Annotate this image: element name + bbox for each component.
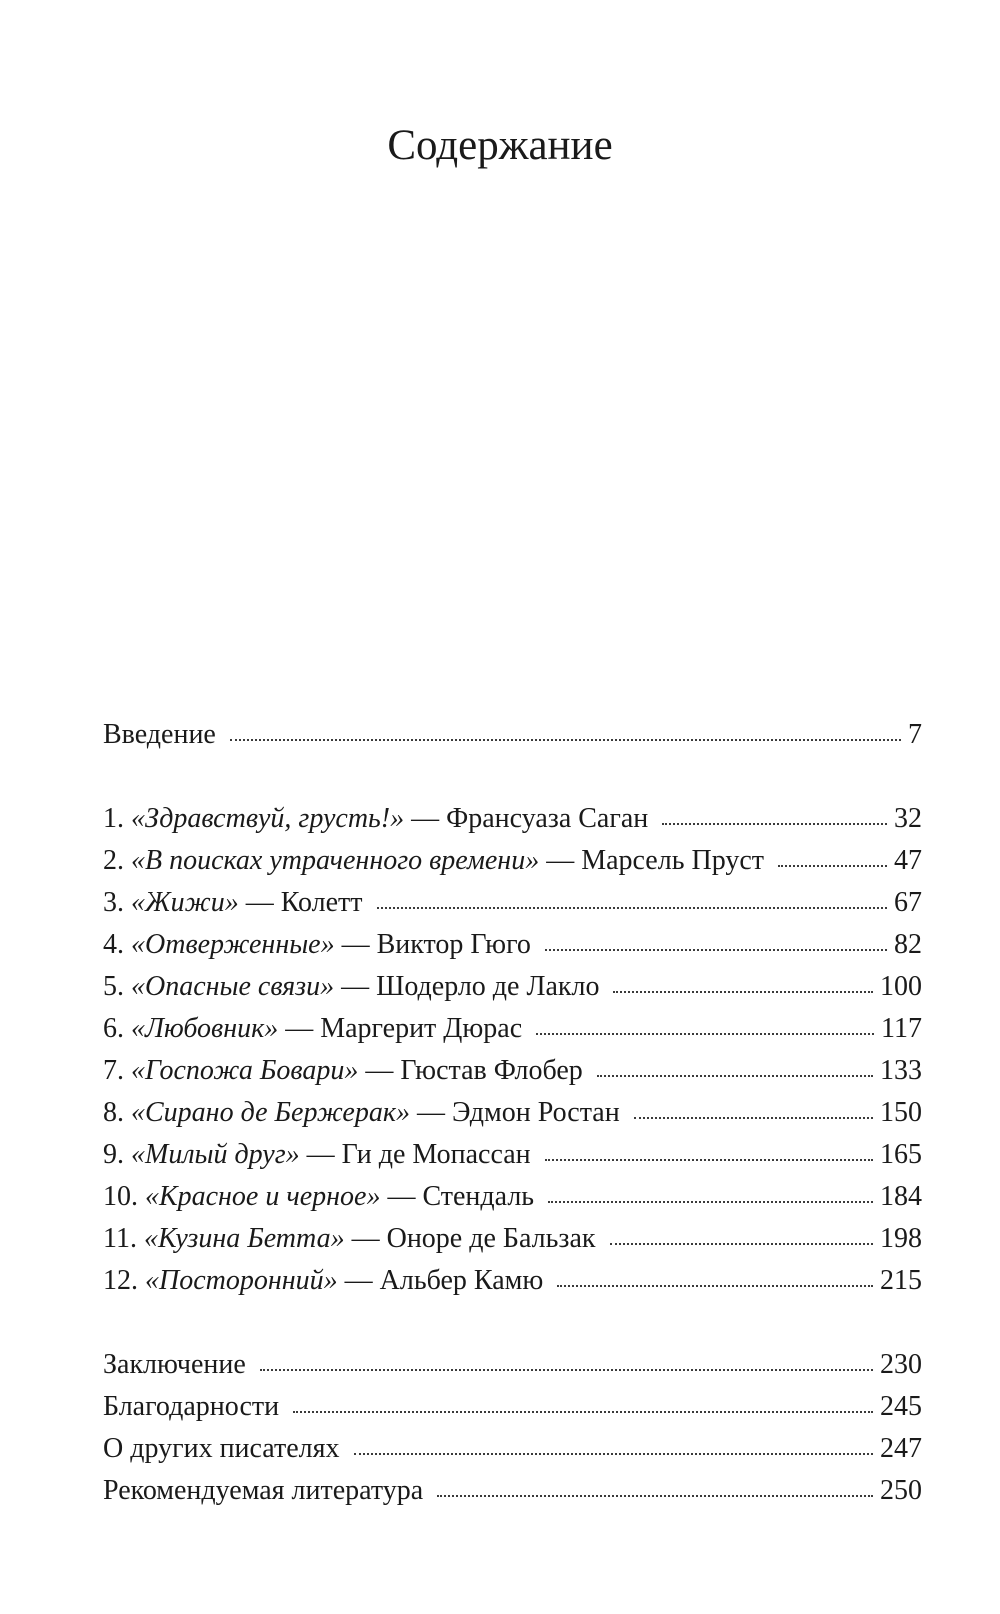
toc-page-number: 150 <box>880 1097 922 1128</box>
work-title: «Опасные связи» <box>131 971 335 1002</box>
toc-page-number: 100 <box>880 971 922 1002</box>
toc-page-number: 245 <box>880 1391 922 1422</box>
author-name: — Оноре де Бальзак <box>351 1223 596 1254</box>
toc-entry-chapter-1 <box>103 797 922 841</box>
chapter-number: 5. <box>103 971 124 1002</box>
author-name: — Шодерло де Лакло <box>341 971 600 1002</box>
toc-page-number: 133 <box>880 1055 922 1086</box>
chapter-number: 7. <box>103 1055 124 1086</box>
author-name: — Стендаль <box>387 1181 535 1212</box>
toc-entry-label: Введение <box>103 719 216 750</box>
toc-entry-label: Рекомендуемая литература <box>103 1475 424 1506</box>
dot-leader <box>377 905 888 909</box>
work-title: «Кузина Бетта» <box>143 1223 345 1254</box>
chapter-number: 12. <box>103 1265 138 1296</box>
toc-page-number: 117 <box>881 1013 922 1044</box>
toc-page-number: 47 <box>894 845 922 876</box>
toc-entry-chapter-3 <box>103 881 922 925</box>
dot-leader <box>662 821 887 825</box>
work-title: «Милый друг» <box>131 1139 300 1170</box>
author-name: — Франсуаза Саган <box>411 803 649 834</box>
toc-entry-label <box>103 965 599 1009</box>
toc-entry-chapter-10 <box>103 1175 922 1219</box>
dot-leader <box>437 1493 873 1497</box>
toc-entry-label <box>103 1091 620 1135</box>
author-name: — Гюстав Флобер <box>365 1055 583 1086</box>
toc-entry-other-writers <box>103 1427 922 1471</box>
toc-entry-chapter-5 <box>103 965 922 1009</box>
toc-entry-chapter-4 <box>103 923 922 967</box>
work-title: «Отверженные» <box>131 929 335 960</box>
dot-leader <box>610 1241 874 1245</box>
author-name: — Эдмон Ростан <box>416 1097 620 1128</box>
toc-entry-label <box>103 1259 543 1303</box>
work-title: «Госпожа Бовари» <box>131 1055 359 1086</box>
author-name: — Колетт <box>245 887 363 918</box>
dot-leader <box>597 1073 873 1077</box>
work-title: «Посторонний» <box>145 1265 338 1296</box>
toc-entry-label <box>103 1049 583 1093</box>
toc-entry-label <box>103 839 764 883</box>
work-title: «Сирано де Бержерак» <box>131 1097 410 1128</box>
toc-entry-label <box>103 881 363 925</box>
chapter-number: 6. <box>103 1013 124 1044</box>
toc-page-number: 67 <box>894 887 922 918</box>
page-title: Содержание <box>387 122 613 169</box>
toc-page-number: 198 <box>880 1223 922 1254</box>
dot-leader <box>634 1115 873 1119</box>
toc-entry-chapter-9 <box>103 1133 922 1177</box>
dot-leader <box>557 1283 873 1287</box>
dot-leader <box>545 947 887 951</box>
toc-entry-chapter-12 <box>103 1259 922 1303</box>
toc-page-number: 250 <box>880 1475 922 1506</box>
chapter-number: 3. <box>103 887 124 918</box>
toc-page-number: 184 <box>880 1181 922 1212</box>
toc-page-number: 32 <box>894 803 922 834</box>
toc-entry-label: О других писателях <box>103 1433 340 1464</box>
author-name: — Марсель Пруст <box>546 845 764 876</box>
toc-entry-label <box>103 923 531 967</box>
dot-leader <box>293 1409 873 1413</box>
dot-leader <box>354 1451 873 1455</box>
toc-entry-label <box>103 1217 596 1261</box>
chapter-number: 4. <box>103 929 124 960</box>
author-name: — Ги де Мопассан <box>306 1139 531 1170</box>
author-name: — Маргерит Дюрас <box>285 1013 523 1044</box>
toc-entry-acknowledgements <box>103 1385 922 1429</box>
author-name: — Виктор Гюго <box>341 929 531 960</box>
toc-entry-chapter-7 <box>103 1049 922 1093</box>
toc-entry-chapter-2 <box>103 839 922 883</box>
toc-entry-conclusion <box>103 1343 922 1387</box>
dot-leader <box>260 1367 873 1371</box>
dot-leader <box>536 1031 874 1035</box>
work-title: «Здравствуй, грусть!» <box>131 803 405 834</box>
toc-entry-label <box>103 1007 522 1051</box>
chapter-number: 2. <box>103 845 124 876</box>
dot-leader <box>545 1157 873 1161</box>
dot-leader <box>778 863 887 867</box>
work-title: «Жижи» <box>131 887 239 918</box>
toc-entry-label <box>103 797 648 841</box>
toc-page-number: 230 <box>880 1349 922 1380</box>
toc-entry-recommended-reading <box>103 1469 922 1513</box>
chapter-number: 9. <box>103 1139 124 1170</box>
chapter-number: 10. <box>103 1181 138 1212</box>
toc-page-number: 82 <box>894 929 922 960</box>
chapter-number: 8. <box>103 1097 124 1128</box>
toc-page-number: 215 <box>880 1265 922 1296</box>
toc-entry-chapter-11 <box>103 1217 922 1261</box>
work-title: «Любовник» <box>131 1013 279 1044</box>
dot-leader <box>548 1199 873 1203</box>
chapter-number: 11. <box>103 1223 137 1254</box>
chapter-number: 1. <box>103 803 124 834</box>
toc-entry-label: Благодарности <box>103 1391 280 1422</box>
toc-entry-label: Заключение <box>103 1349 246 1380</box>
toc-entry-introduction <box>103 713 922 757</box>
toc-page-number: 165 <box>880 1139 922 1170</box>
work-title: «Красное и черное» <box>145 1181 381 1212</box>
toc-entry-chapter-8 <box>103 1091 922 1135</box>
toc-entry-label <box>103 1133 531 1177</box>
author-name: — Альбер Камю <box>344 1265 544 1296</box>
work-title: «В поисках утраченного времени» <box>131 845 540 876</box>
toc-page-number: 247 <box>880 1433 922 1464</box>
dot-leader <box>613 989 873 993</box>
toc-entry-label <box>103 1175 534 1219</box>
toc-page-number: 7 <box>908 719 922 750</box>
dot-leader <box>230 737 901 741</box>
toc-entry-chapter-6 <box>103 1007 922 1051</box>
